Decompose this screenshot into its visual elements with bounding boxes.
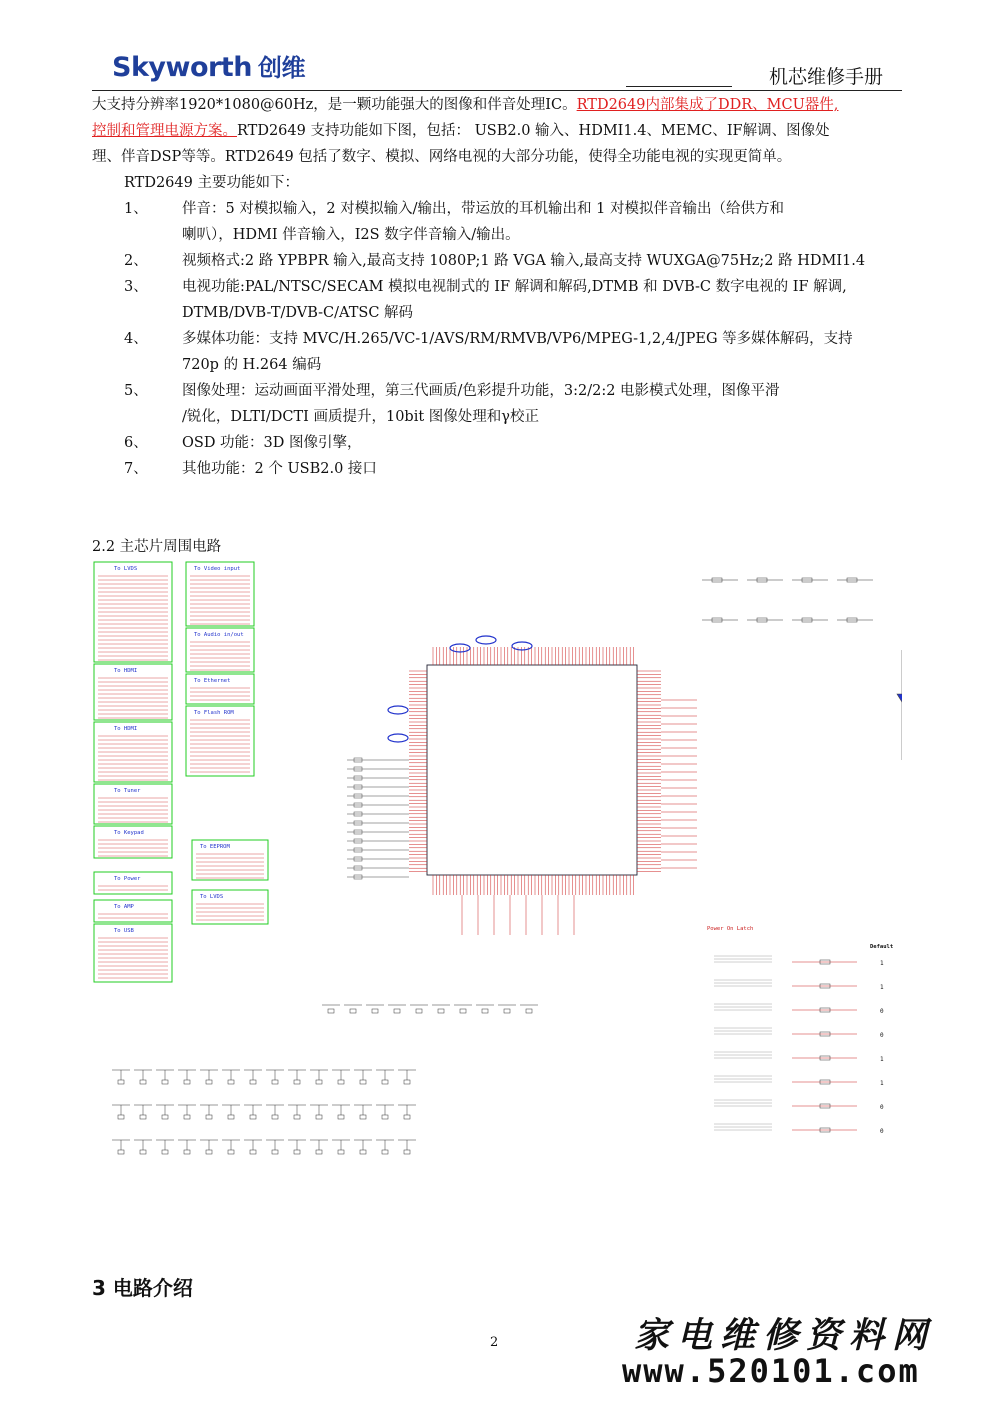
capacitor xyxy=(140,1150,146,1154)
connector-block xyxy=(186,706,254,776)
capacitor xyxy=(228,1080,234,1084)
capacitor xyxy=(360,1080,366,1084)
capacitor xyxy=(382,1150,388,1154)
capacitor xyxy=(394,1009,400,1013)
connector-block-label: To LVDS xyxy=(114,566,138,572)
brand-cn: 创维 xyxy=(257,54,305,82)
header-divider xyxy=(92,90,902,91)
intro-line-1-highlight: RTD2649内部集成了DDR、MCU器件, xyxy=(576,97,839,113)
connector-block-label: To EEPROM xyxy=(200,844,230,850)
capacitor xyxy=(294,1080,300,1084)
connector-block-label: To Keypad xyxy=(114,830,144,836)
default-value: 0 xyxy=(880,1104,884,1111)
feature-text xyxy=(182,196,900,248)
manual-title: 机芯维修手册 xyxy=(768,66,883,88)
feature-text xyxy=(182,326,900,378)
feature-item-6 xyxy=(124,430,934,456)
watermark-cn: 家电维修资料网 xyxy=(634,1315,936,1356)
default-label: Default xyxy=(870,944,894,950)
default-value: 1 xyxy=(880,960,884,967)
capacitor xyxy=(404,1080,410,1084)
feature-text: OSD 功能：3D 图像引擎， xyxy=(182,435,362,451)
capacitor xyxy=(382,1080,388,1084)
default-value: 0 xyxy=(880,1128,884,1135)
feature-line: 喇叭），HDMI 伴音输入，I2S 数字伴音输入/输出。 xyxy=(182,227,520,243)
capacitor xyxy=(206,1080,212,1084)
feature-line: /锐化，DLTI/DCTI 画质提升，10bit 图像处理和γ校正 xyxy=(182,409,539,425)
capacitor xyxy=(294,1115,300,1119)
capacitor xyxy=(316,1080,322,1084)
feature-num: 6、 xyxy=(124,435,148,451)
capacitor xyxy=(272,1150,278,1154)
capacitor xyxy=(184,1150,190,1154)
intro-line-1 xyxy=(92,92,902,118)
feature-line: 多媒体功能：支持 MVC/H.265/VC-1/AVS/RM/RMVB/VP6/MPEG-1,2,4/JPEG 等多媒体解码，支持 xyxy=(182,331,853,347)
feature-num: 3、 xyxy=(124,279,148,295)
feature-line: 电视功能:PAL/NTSC/SECAM 模拟电视制式的 IF 解调和解码,DTMB 和 DVB-C 数字电视的 IF 解调, xyxy=(182,279,847,295)
intro-line-2-highlight: 控制和管理电源方案。 xyxy=(92,123,237,139)
capacitor xyxy=(250,1080,256,1084)
main-chip-rtd2649 xyxy=(388,636,661,895)
capacitor xyxy=(372,1009,378,1013)
connector-block-label: To LVDS xyxy=(200,894,224,900)
capacitor xyxy=(228,1115,234,1119)
diode xyxy=(897,694,902,702)
capacitor xyxy=(140,1115,146,1119)
feature-num: 1、 xyxy=(124,201,148,217)
capacitor xyxy=(250,1150,256,1154)
power-latch-title: Power On Latch xyxy=(707,926,754,932)
section-heading-2-2: 2.2 主芯片周围电路 xyxy=(92,539,222,555)
capacitor xyxy=(338,1115,344,1119)
brand-en: Skyworth xyxy=(112,52,252,83)
connector-block-label: To Ethernet xyxy=(194,678,231,684)
default-value: 1 xyxy=(880,984,884,991)
section-heading-3: 3 电路介绍 xyxy=(92,1276,193,1300)
capacitor xyxy=(350,1009,356,1013)
connector-block-label: To Power xyxy=(114,876,141,882)
capacitor xyxy=(162,1115,168,1119)
capacitor xyxy=(338,1080,344,1084)
highlight-mark xyxy=(388,706,408,714)
feature-num: 5、 xyxy=(124,383,148,399)
feature-text xyxy=(182,378,900,430)
capacitor xyxy=(404,1115,410,1119)
capacitor xyxy=(316,1150,322,1154)
default-value: 0 xyxy=(880,1008,884,1015)
connector-block-label: To HDMI xyxy=(114,668,138,674)
connector-block-label: To AMP xyxy=(114,904,134,910)
highlight-mark xyxy=(476,636,496,644)
skyworth-logo xyxy=(112,48,305,83)
capacitor xyxy=(416,1009,422,1013)
capacitor xyxy=(404,1150,410,1154)
default-value: 1 xyxy=(880,1080,884,1087)
capacitor xyxy=(272,1115,278,1119)
intro-line-2 xyxy=(92,118,902,144)
feature-line: DTMB/DVB-T/DVB-C/ATSC 解码 xyxy=(182,305,414,321)
feature-line: 图像处理：运动画面平滑处理，第三代画质/色彩提升功能，3:2/2:2 电影模式处理，图像平滑 xyxy=(182,383,780,399)
feature-item-4 xyxy=(124,326,934,378)
chip-body xyxy=(427,665,637,875)
capacitor xyxy=(250,1115,256,1119)
capacitor xyxy=(272,1080,278,1084)
default-value: 1 xyxy=(880,1056,884,1063)
capacitor xyxy=(206,1150,212,1154)
capacitor xyxy=(328,1009,334,1013)
capacitor xyxy=(140,1080,146,1084)
highlight-mark xyxy=(512,642,532,650)
intro-line-4: RTD2649 主要功能如下： xyxy=(124,175,299,191)
capacitor xyxy=(504,1009,510,1013)
capacitor xyxy=(294,1150,300,1154)
capacitor xyxy=(118,1150,124,1154)
capacitor xyxy=(526,1009,532,1013)
connector-block-label: To USB xyxy=(114,928,134,934)
feature-item-7 xyxy=(124,456,934,482)
capacitor xyxy=(316,1115,322,1119)
default-value: 0 xyxy=(880,1032,884,1039)
capacitor xyxy=(162,1080,168,1084)
feature-text: 其他功能：2 个 USB2.0 接口 xyxy=(182,461,377,477)
capacitor xyxy=(118,1115,124,1119)
capacitor xyxy=(206,1115,212,1119)
capacitor xyxy=(184,1080,190,1084)
connector-block-label: To Tuner xyxy=(114,788,141,794)
header-title-underline xyxy=(626,86,732,87)
capacitor xyxy=(460,1009,466,1013)
intro-line-1-text: 大支持分辨率1920*1080@60Hz，是一颗功能强大的图像和伴音处理IC。 xyxy=(92,97,577,113)
capacitor xyxy=(438,1009,444,1013)
feature-item-1 xyxy=(124,196,934,248)
feature-num: 2、 xyxy=(124,253,148,269)
feature-text: 视频格式:2 路 YPBPR 输入,最高支持 1080P;1 路 VGA 输入,最高支持 WUXGA@75Hz;2 路 HDMI1.4 xyxy=(182,253,866,269)
capacitor xyxy=(360,1115,366,1119)
capacitor xyxy=(228,1150,234,1154)
feature-num: 7、 xyxy=(124,461,148,477)
connector-block-label: To Video input xyxy=(194,566,241,572)
feature-line: 伴音：5 对模拟输入，2 对模拟输入/输出，带运放的耳机输出和 1 对模拟伴音输出（给供方和 xyxy=(182,201,784,217)
capacitor xyxy=(118,1080,124,1084)
feature-item-3 xyxy=(124,274,934,326)
feature-text xyxy=(182,274,900,326)
capacitor xyxy=(162,1150,168,1154)
intro-line-3: 理、伴音DSP等等。RTD2649 包括了数字、模拟、网络电视的大部分功能，使得全功能电视的实现更简单。 xyxy=(92,149,792,165)
capacitor xyxy=(184,1115,190,1119)
feature-item-2 xyxy=(124,248,934,274)
watermark-url: www.520101.com xyxy=(622,1352,920,1390)
capacitor xyxy=(482,1009,488,1013)
capacitor xyxy=(338,1150,344,1154)
feature-num: 4、 xyxy=(124,331,148,347)
schematic-diagram xyxy=(92,560,902,1190)
feature-line: 720p 的 H.264 编码 xyxy=(182,357,322,373)
connector-block-label: To HDMI xyxy=(114,726,138,732)
capacitor xyxy=(360,1150,366,1154)
feature-item-5 xyxy=(124,378,934,430)
page-number: 2 xyxy=(490,1335,499,1350)
intro-line-2-text: RTD2649 支持功能如下图，包括： USB2.0 输入、HDMI1.4、MEMC、IF解调、图像处 xyxy=(237,123,830,139)
connector-block-label: To Flash ROM xyxy=(194,710,234,716)
highlight-mark xyxy=(388,734,408,742)
connector-block-label: To Audio in/out xyxy=(194,632,244,638)
capacitor xyxy=(382,1115,388,1119)
